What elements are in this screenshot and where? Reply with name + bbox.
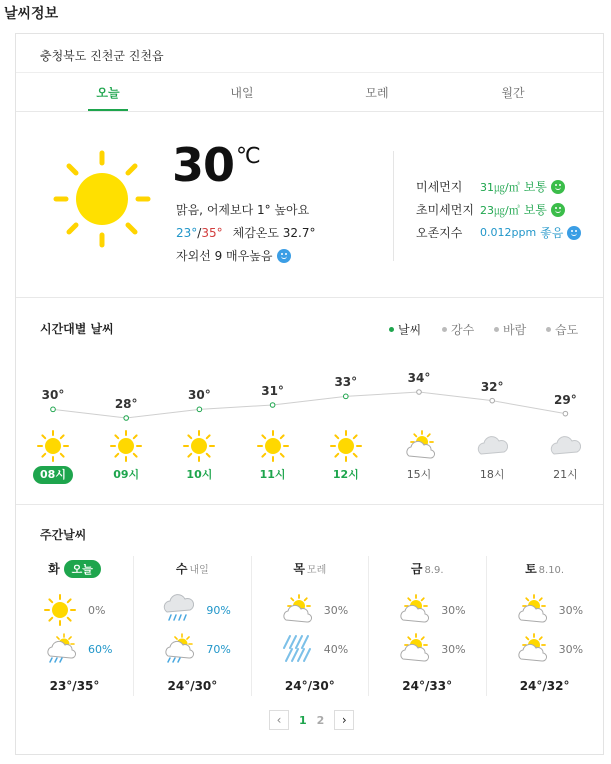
hour-point — [51, 407, 56, 412]
day-name: 목 모레 — [293, 562, 327, 576]
feels-like: 체감온도 32.7° — [232, 226, 316, 240]
sun-icon — [52, 149, 152, 253]
tab-monthly[interactable]: 월간 — [501, 86, 525, 100]
weekly-day[interactable] — [16, 556, 133, 696]
hour-temperature: 32° — [480, 379, 504, 394]
hour-point — [563, 411, 568, 416]
next-page-button[interactable]: › — [334, 710, 354, 730]
divider — [16, 504, 603, 505]
weekly-day[interactable] — [368, 556, 485, 696]
air-value: 31㎍/㎥ — [480, 180, 520, 194]
legend-weather[interactable]: 날씨 — [389, 321, 421, 338]
tab-today[interactable]: 오늘 — [96, 86, 120, 100]
uv-text: 자외선 9 매우높음 — [176, 249, 273, 263]
weekly-day[interactable] — [486, 556, 603, 696]
smile-icon — [551, 203, 565, 217]
divider — [16, 297, 603, 298]
day-name: 화 오늘 — [16, 560, 133, 578]
partly-cloudy-icon — [515, 633, 547, 669]
am-precip-chance: 90% — [206, 604, 231, 617]
am-precip-chance: 30% — [441, 604, 466, 617]
day-min-max: 24°/33° — [402, 679, 453, 693]
day-min-max: 24°/32° — [519, 679, 570, 693]
am-precip-chance: 30% — [558, 604, 584, 617]
cloud-icon — [549, 430, 581, 466]
smile-icon — [551, 180, 565, 194]
location-title: 충청북도 진천군 진천읍 — [40, 49, 164, 63]
prev-page-button[interactable]: ‹ — [269, 710, 289, 730]
hourly-temperature-line — [16, 374, 603, 434]
divider — [393, 151, 394, 261]
cloud-icon — [476, 430, 508, 466]
page-1[interactable]: 1 — [299, 713, 307, 727]
hour-temperature: 30° — [41, 388, 65, 403]
legend-precipitation[interactable]: 강수 — [442, 321, 474, 338]
divider — [16, 111, 603, 112]
partly-cloudy-icon — [403, 430, 435, 466]
min-temp: 23° — [176, 226, 198, 240]
day-min-max: 24°/30° — [284, 679, 335, 693]
legend-wind[interactable]: 바람 — [494, 321, 526, 338]
rain-icon — [162, 594, 194, 630]
hour-point — [124, 416, 129, 421]
tab-tomorrow[interactable]: 내일 — [230, 86, 254, 100]
hour-point — [490, 398, 495, 403]
pm-precip-chance: 70% — [206, 643, 231, 656]
weather-card — [15, 33, 604, 755]
pm-precip-chance: 30% — [441, 643, 466, 656]
day-name: 금 8.9. — [410, 562, 444, 576]
sun-icon — [183, 430, 215, 466]
sun-icon — [330, 430, 362, 466]
hour-label: 10시 — [186, 468, 213, 481]
air-grade: 보통 — [523, 180, 547, 194]
hour-label: 09시 — [113, 468, 140, 481]
smile-icon — [277, 249, 291, 263]
partly-cloudy-icon — [280, 594, 312, 630]
hour-label: 11시 — [259, 468, 286, 481]
pm-precip-chance: 60% — [88, 643, 113, 656]
day-name: 수 내일 — [175, 562, 209, 576]
min-max-temperature: 23°/35° 체감온도 32.7° — [176, 226, 316, 240]
sun-icon — [110, 430, 142, 466]
heavy-rain-icon — [280, 633, 312, 669]
pm-precip-chance: 30% — [558, 643, 584, 656]
tab-day-after[interactable]: 모레 — [365, 86, 389, 100]
sun-icon — [257, 430, 289, 466]
hour-label: 15시 — [406, 468, 432, 481]
air-grade: 좋음 — [540, 226, 564, 240]
air-label: 오존지수 — [416, 226, 463, 240]
max-temp: 35° — [201, 226, 223, 240]
legend-humidity[interactable]: 습도 — [546, 321, 578, 338]
am-precip-chance: 30% — [323, 604, 349, 617]
weather-description: 맑음, 어제보다 1° 높아요 — [176, 203, 310, 217]
hour-temperature: 28° — [114, 397, 138, 411]
air-fine-dust — [416, 178, 565, 195]
am-precip-chance: 0% — [88, 604, 106, 617]
day-name: 토 8.10. — [525, 562, 565, 576]
hour-point — [417, 390, 422, 395]
hour-temperature: 31° — [261, 384, 284, 398]
temperature-unit: ℃ — [236, 144, 261, 169]
partly-cloudy-icon — [515, 594, 547, 630]
hour-point — [197, 407, 202, 412]
hour-temperature: 29° — [554, 392, 577, 407]
sun-icon — [44, 594, 76, 630]
smile-icon — [567, 226, 581, 240]
rain-sun-icon — [162, 633, 194, 669]
current-temperature: 30 — [172, 138, 235, 192]
pagination — [269, 710, 354, 730]
weekly-day[interactable] — [251, 556, 368, 696]
page-2[interactable]: 2 — [316, 713, 325, 727]
air-grade: 보통 — [523, 203, 547, 217]
partly-cloudy-icon — [397, 594, 429, 630]
hour-point — [270, 403, 275, 408]
hour-point — [344, 394, 349, 399]
weekly-day[interactable] — [133, 556, 250, 696]
hour-label: 21시 — [553, 468, 578, 481]
uv-index — [176, 247, 291, 264]
hourly-title: 시간대별 날씨 — [40, 322, 114, 336]
hour-label: 18시 — [479, 468, 505, 481]
rain-sun-icon — [44, 633, 76, 669]
pm-precip-chance: 40% — [323, 643, 349, 656]
hour-label: 08시 — [33, 466, 73, 484]
hour-temperature: 34° — [407, 371, 431, 385]
air-ultrafine-dust — [416, 201, 565, 218]
day-min-max: 23°/35° — [49, 679, 100, 693]
hour-temperature: 33° — [334, 375, 358, 390]
weekly-title: 주간날씨 — [40, 528, 87, 542]
hour-temperature: 30° — [188, 388, 211, 403]
air-label: 미세먼지 — [416, 180, 463, 194]
partly-cloudy-icon — [397, 633, 429, 669]
air-value: 23㎍/㎥ — [480, 203, 520, 217]
hour-label: 12시 — [332, 468, 359, 481]
air-value: 0.012ppm — [480, 226, 537, 239]
sun-icon — [37, 430, 69, 466]
day-tabs — [16, 73, 603, 112]
day-min-max: 24°/30° — [167, 679, 218, 693]
air-ozone — [416, 224, 581, 241]
air-label: 초미세먼지 — [416, 203, 474, 217]
page-title: 날씨정보 — [4, 6, 59, 22]
